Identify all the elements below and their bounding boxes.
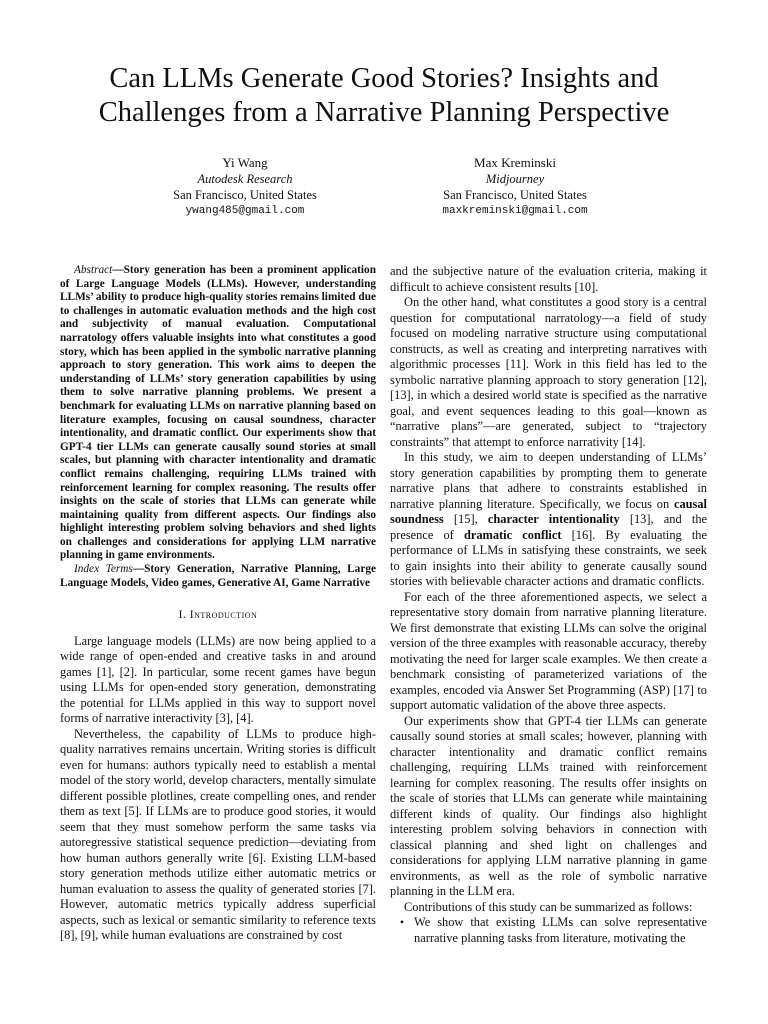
right-paragraph-3: For each of the three aforementioned aspects, we select a representative story domain from narrative planning literature. We first demonstrate that existing LLMs can solve the original version of the three examples with reasonable accuracy, thereby motivating the need for larger scale examples. We then create a benchmark consisting of parameterized variations of the examples, encoded via Answer Set Programming (ASP) [17] to support automatic validation of the above three aspects.	[390, 589, 707, 712]
author-name: Max Kreminski	[474, 155, 556, 170]
abstract-label: Abstract	[74, 264, 113, 276]
intro-paragraph-1: Large language models (LLMs) are now being applied to a wide range of open-ended and creative tasks in and around games [1], [2]. In particular, some recent games have begun using LLMs for open-ended story generation, demonstrating the potential for LLMs applied in this way to support novel forms of narrative interactivity [3], [4].	[60, 633, 376, 726]
right-column	[390, 264, 707, 946]
author-email: maxkreminski@gmail.com	[442, 205, 588, 217]
text-run: [15],	[443, 512, 488, 526]
right-paragraph-0: and the subjective nature of the evaluation criteria, making it difficult to achieve consistent results [10].	[390, 264, 707, 294]
right-paragraph-5: Contributions of this study can be summarized as follows:	[404, 899, 693, 914]
title-line-1: Can LLMs Generate Good Stories? Insights and	[109, 63, 659, 94]
abstract	[60, 264, 376, 563]
term-character-intentionality: character intentionality	[487, 512, 620, 526]
abstract-text: —Story generation has been a prominent application of Large Language Models (LLMs). However, understanding LLMs’ ability to produce high-quality stories remains limited due to challenges in automatic evaluation methods and the high cost and subjectivity of manual evaluation. Computational narratology offers valuable insights into what constitutes a good story, which has been applied in the symbolic narrative planning approach to story generation. This work aims to deepen the understanding of LLMs’ story generation capabilities by using them to solve narrative planning problems. We present a benchmark for evaluating LLMs on narrative planning based on literature examples, focusing on causal soundness, character intentionality, and dramatic conflict. Our experiments show that GPT-4 tier LLMs can generate causally sound stories at small scales, but planning with character intentionality and dramatic conflict remains challenging, requiring LLMs trained with reinforcement learning for complex reasoning. The results offer insights on the scale of stories that LLMs can generate while maintaining quality from different aspects. Our findings also highlight interesting problem solving behaviors and shed lights on challenges and considerations for applying LLM narrative planning in game environments.	[60, 264, 376, 562]
right-paragraph-1: On the other hand, what constitutes a good story is a central question for computational narratology—a field of study focused on modeling narrative structure using computational constructs, as well as creating and interpreting narratives with algorithmic processes [11]. Work in this field has led to the symbolic narrative planning approach to story generation [12], [13], in which a desired world state is specified as the narrative goal, and event sequences leading to this goal—known as “narrative plans”—are generated, subject to “trajectory constraints” that attempt to enforce narrativity [14].	[390, 295, 707, 449]
term-dramatic-conflict: dramatic conflict	[463, 527, 562, 542]
paper-title	[40, 62, 728, 130]
index-terms-label: Index Terms	[74, 563, 133, 576]
term-causal-soundness: causal soundness	[390, 496, 707, 526]
text-run: [13], and the presence of	[390, 512, 708, 542]
author-location: San Francisco, United States	[443, 188, 587, 202]
author-location: San Francisco, United States	[173, 188, 317, 202]
left-column	[60, 264, 376, 944]
contribution-bullet	[390, 915, 707, 946]
text-run: [16]. By evaluating the performance of LLMs in satisfying these constraints, we seek to gain insights into their ability to generate causally sound stories with believable character actions and dramatic conflicts.	[390, 527, 708, 588]
author-name: Yi Wang	[222, 155, 268, 170]
author-affiliation: Midjourney	[485, 172, 545, 186]
text-run: In this study, we aim to deepen understanding of LLMs’ story generation capabilities by prompting them to generate narrative plans that adhere to constraints established in narrative planning literature. Specifically, we focus on	[390, 450, 707, 511]
bullet-marker: •	[399, 915, 405, 929]
author-affiliation: Autodesk Research	[197, 172, 293, 186]
intro-paragraph-2: Nevertheless, the capability of LLMs to produce high-quality narratives remains uncertain. Writing stories is difficult even for humans: authors typically need to establish a mental model of the story world, develop characters, mentally simulate different possible plotlines, create compelling ones, and render them as text [5]. If LLMs are to produce good stories, it would seem that they must somehow perform the same tasks via autoregressive statistical sequence prediction—deviating from how human authors generally write [6]. Existing LLM-based story generation methods utilize either automatic metrics or human evaluation to assess the quality of generated stories [7]. However, automatic metrics typically address superficial aspects, such as lexical or semantic similarity to reference texts [8], [9], while human evaluations are constrained by cost	[60, 726, 376, 943]
section-number: I.	[178, 609, 187, 622]
right-paragraph-2	[390, 450, 707, 590]
right-paragraph-4: Our experiments show that GPT-4 tier LLMs can generate causally sound stories at small scales; however, planning with character intentionality and dramatic conflict remains challenging, requiring LLMs trained with reinforcement learning for complex reasoning. The results offer insights on the scale of stories that LLMs can generate while maintaining different kinds of quality. Our findings also highlight interesting problem solving behaviors in connection with classical planning and shed light on challenges and considerations for applying LLM narrative planning in game environments, as well as the role of symbolic narrative planning in the LLM era.	[390, 713, 707, 898]
author-block-2	[375, 155, 655, 219]
index-terms	[60, 563, 376, 590]
author-email: ywang485@gmail.com	[185, 205, 305, 217]
title-line-2: Challenges from a Narrative Planning Perspective	[98, 97, 670, 128]
section-title: Introduction	[189, 609, 258, 622]
author-block-1	[105, 155, 385, 219]
bullet-text: We show that existing LLMs can solve representative narrative planning tasks from literature, motivating the	[414, 915, 707, 945]
index-terms-text: —Story Generation, Narrative Planning, Large Language Models, Video games, Generative AI, Game Narrative	[60, 563, 376, 589]
section-heading	[60, 608, 376, 624]
